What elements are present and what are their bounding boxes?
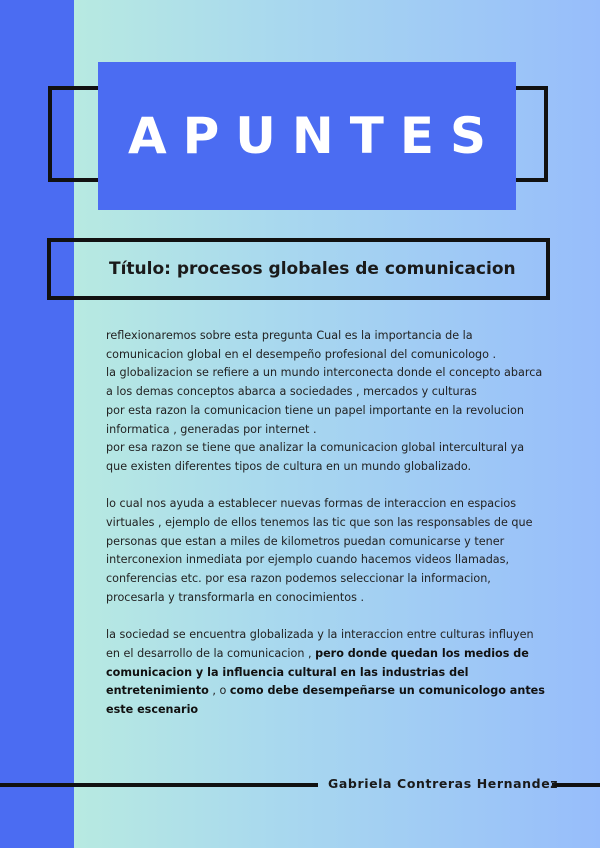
- author-name: Gabriela Contreras Hernandez: [328, 776, 559, 791]
- title-block: [98, 62, 516, 210]
- paragraph-2: lo cual nos ayuda a establecer nuevas formas de interaccion en espacios virtuales , ejemplo de ellos tenemos las tic que son las responsables de que personas que estan a miles de kilometros puedan comunicarse y tener interconexion inmediata por ejemplo cuando hacemos videos llamadas, conferencias etc. por esa razon podemos seleccionar la informacion, procesarla y transformarla en conocimientos .: [106, 497, 533, 604]
- paragraph-3-bold-question-2: como debe desempeñarse un comunicologo antes este escenario: [106, 684, 545, 717]
- footer-divider-right: [552, 783, 600, 787]
- paragraph-1-line-1: reflexionaremos sobre esta pregunta Cual es la importancia de la comunicacion global en el desempeño profesional del comunicologo .: [106, 329, 497, 361]
- paragraph-3-intro: la sociedad se encuentra globalizada y la interaccion entre culturas influyen en el desarrollo de la comunicacion ,: [106, 628, 534, 660]
- paragraph-3-bold-question-1: pero donde quedan los medios de comunicacion y la influencia cultural en las industrias del entretenimiento: [106, 646, 529, 698]
- body-text: [106, 327, 546, 738]
- paragraph-3: [106, 626, 546, 720]
- paragraph-3-separator: , o: [208, 684, 230, 698]
- page-title: APUNTES: [127, 107, 503, 165]
- subtitle-frame: [47, 238, 550, 300]
- document-subtitle: Título: procesos globales de comunicacion: [109, 259, 516, 279]
- paragraph-1-line-2: la globalizacion se refiere a un mundo interconecta donde el concepto abarca a los demas conceptos abarca a sociedades , mercados y culturas: [106, 366, 543, 399]
- paragraph-1-line-4: por esa razon se tiene que analizar la comunicacion global intercultural ya que existen diferentes tipos de cultura en un mundo globalizado.: [106, 441, 525, 473]
- paragraph-1: [106, 327, 546, 477]
- footer-divider-left: [0, 783, 318, 787]
- paragraph-1-line-3: por esta razon la comunicacion tiene un papel importante en la revolucion informatica , generadas por internet .: [106, 403, 524, 436]
